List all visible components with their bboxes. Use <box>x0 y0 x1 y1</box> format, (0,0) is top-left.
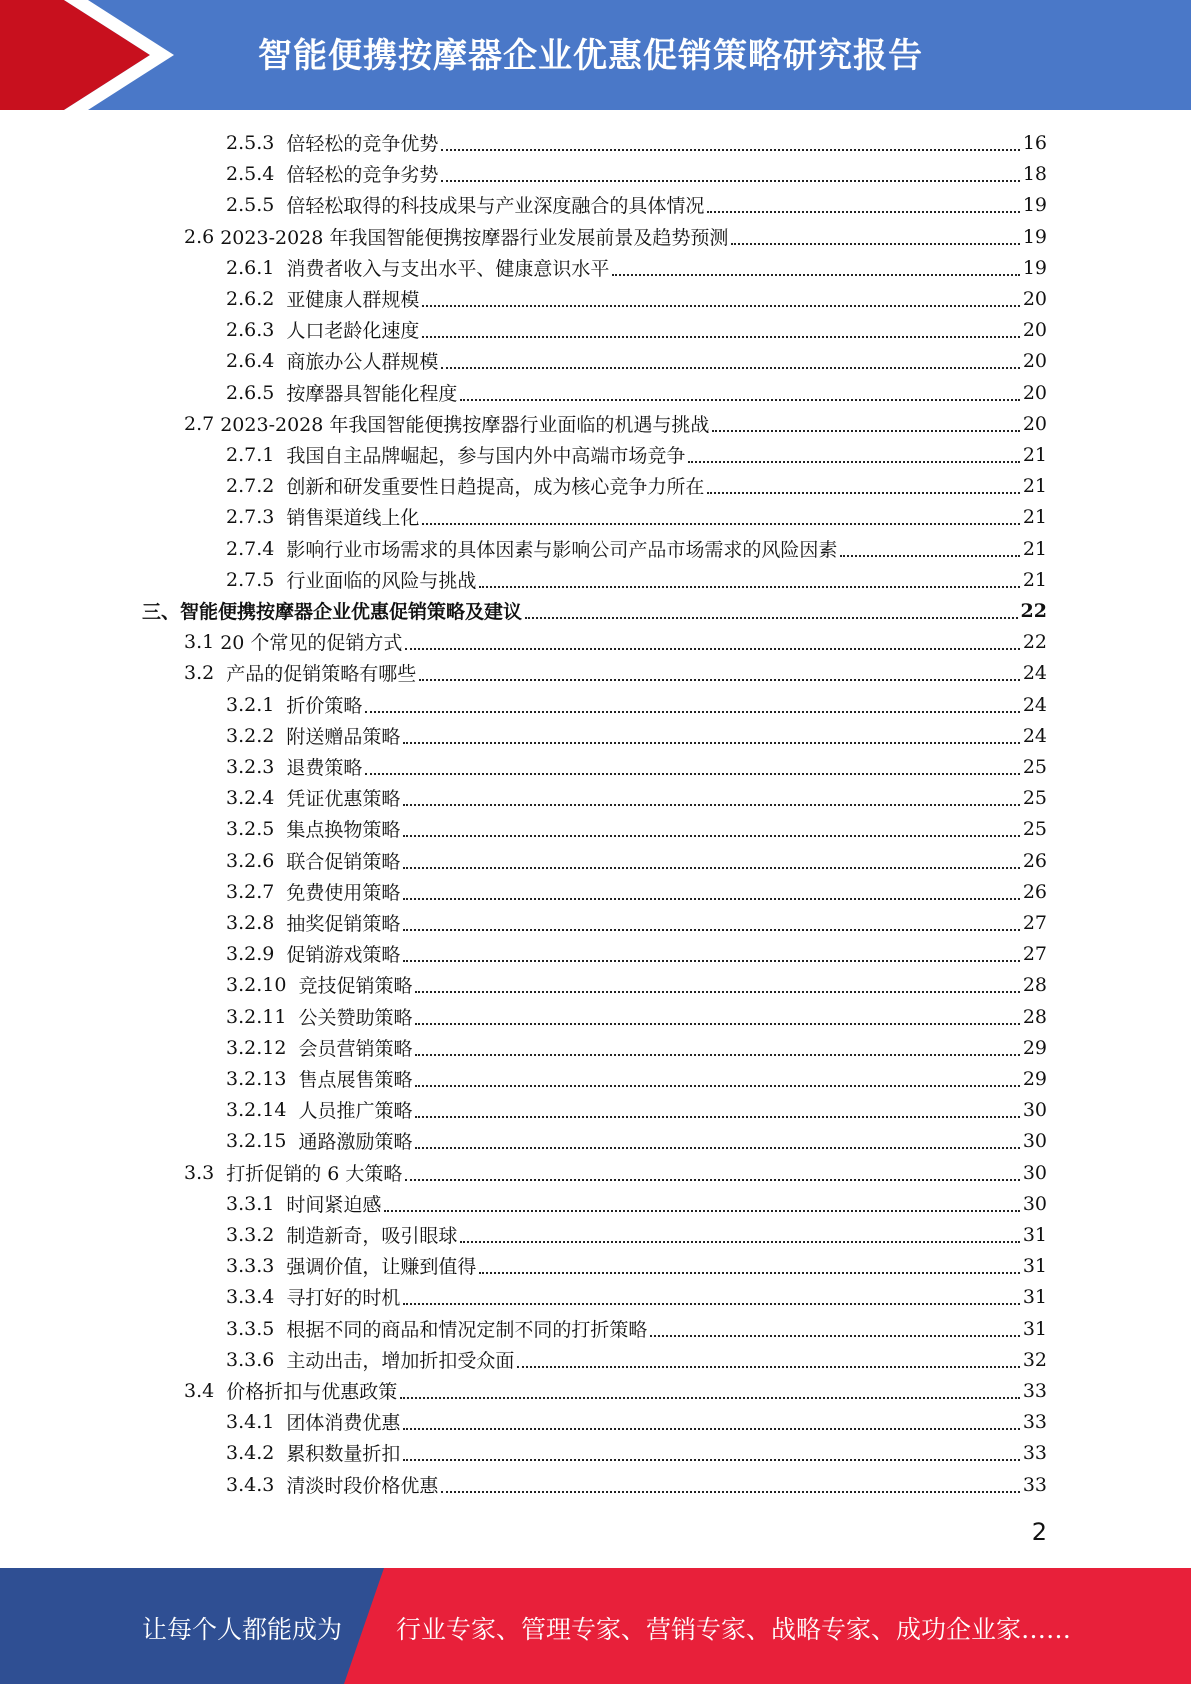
toc-entry-title: 促销游戏策略 <box>286 944 401 966</box>
toc-leader-dots <box>403 1428 1019 1430</box>
toc-entry-title: 退费策略 <box>286 757 363 779</box>
toc-entry[interactable] <box>226 907 1047 938</box>
toc-entry-title: 倍轻松取得的科技成果与产业深度融合的具体情况 <box>286 195 705 217</box>
toc-entry-number: 2.5.4 <box>226 162 275 185</box>
toc-entry-page: 30 <box>1022 1098 1047 1121</box>
toc-entry-number: 3.3.5 <box>226 1317 275 1340</box>
toc-entry[interactable] <box>226 564 1047 595</box>
toc-entry-title: 附送赠品策略 <box>286 726 401 748</box>
toc-entry-page: 16 <box>1022 131 1047 154</box>
toc-leader-dots <box>525 617 1018 619</box>
toc-entry-page: 20 <box>1022 349 1047 372</box>
toc-entry[interactable] <box>226 813 1047 844</box>
toc-entry[interactable] <box>226 876 1047 907</box>
toc-leader-dots <box>688 461 1019 463</box>
toc-entry-title: 人员推广策略 <box>298 1100 413 1122</box>
toc-leader-dots <box>415 1147 1019 1149</box>
toc-entry-number: 3.4.1 <box>226 1410 275 1433</box>
toc-entry[interactable] <box>226 1469 1047 1500</box>
toc-leader-dots <box>365 773 1019 775</box>
toc-entry-number: 2.7.1 <box>226 443 275 466</box>
toc-entry[interactable] <box>226 377 1047 408</box>
toc-entry-title: 通路激励策略 <box>298 1131 413 1153</box>
toc-entry-page: 22 <box>1022 630 1047 653</box>
toc-entry-number: 2.6 <box>184 225 215 248</box>
toc-entry-page: 24 <box>1022 724 1047 747</box>
toc-entry-title: 集点换物策略 <box>286 819 401 841</box>
toc-leader-dots <box>441 367 1019 369</box>
toc-entry-title: 会员营销策略 <box>298 1038 413 1060</box>
toc-entry-title: 免费使用策略 <box>286 882 401 904</box>
toc-entry-number: 3.3.6 <box>226 1348 275 1371</box>
toc-entry-page: 21 <box>1022 568 1047 591</box>
toc-entry[interactable] <box>226 533 1047 564</box>
toc-entry-number: 3.2.13 <box>226 1067 287 1090</box>
toc-entry[interactable] <box>226 252 1047 283</box>
toc-entry[interactable] <box>226 314 1047 345</box>
toc-entry-page: 26 <box>1022 849 1047 872</box>
toc-entry-page: 25 <box>1022 817 1047 840</box>
toc-entry-page: 25 <box>1022 755 1047 778</box>
toc-entry-number: 2.6.4 <box>226 349 275 372</box>
toc-entry-title: 按摩器具智能化程度 <box>286 383 458 405</box>
toc-entry-page: 24 <box>1022 661 1047 684</box>
toc-leader-dots <box>441 180 1019 182</box>
toc-entry[interactable] <box>226 1219 1047 1250</box>
toc-entry-page: 27 <box>1022 911 1047 934</box>
toc-entry-page: 19 <box>1022 193 1047 216</box>
toc-entry-page: 30 <box>1022 1192 1047 1215</box>
toc-entry-page: 33 <box>1022 1473 1047 1496</box>
toc-entry-number: 3.2.1 <box>226 693 275 716</box>
toc-entry-page: 19 <box>1022 256 1047 279</box>
toc-entry[interactable] <box>226 158 1047 189</box>
toc-entry[interactable] <box>226 1032 1047 1063</box>
toc-entry-page: 20 <box>1022 318 1047 341</box>
toc-leader-dots <box>415 1054 1019 1056</box>
toc-leader-dots <box>405 648 1019 650</box>
toc-entry-number: 2.6.3 <box>226 318 275 341</box>
toc-entry[interactable] <box>226 1313 1047 1344</box>
toc-entry-number: 2.7.3 <box>226 505 275 528</box>
toc-entry-number: 3.3.4 <box>226 1285 275 1308</box>
toc-entry-number: 2.7 <box>184 412 215 435</box>
toc-entry[interactable] <box>226 189 1047 220</box>
toc-leader-dots <box>517 1366 1019 1368</box>
toc-leader-dots <box>403 960 1019 962</box>
toc-entry-title: 产品的促销策略有哪些 <box>226 663 417 685</box>
toc-entry-title: 影响行业市场需求的具体因素与影响公司产品市场需求的风险因素 <box>286 539 838 561</box>
toc-entry-title: 我国自主品牌崛起，参与国内外中高端市场竞争 <box>286 445 686 467</box>
toc-entry[interactable] <box>184 1157 1047 1188</box>
toc-entry[interactable] <box>226 470 1047 501</box>
toc-entry-page: 33 <box>1022 1379 1047 1402</box>
toc-leader-dots <box>460 1241 1019 1243</box>
toc-leader-dots <box>403 929 1019 931</box>
toc-entry-page: 19 <box>1022 225 1047 248</box>
toc-entry-page: 33 <box>1022 1441 1047 1464</box>
toc-entry[interactable] <box>184 657 1047 688</box>
toc-entry[interactable] <box>226 751 1047 782</box>
toc-entry[interactable] <box>226 345 1047 376</box>
toc-entry-title: 根据不同的商品和情况定制不同的打折策略 <box>286 1319 648 1341</box>
toc-entry-title: 寻打好的时机 <box>286 1287 401 1309</box>
toc-entry-title: 倍轻松的竞争优势 <box>286 133 439 155</box>
page-header <box>0 0 1191 110</box>
toc-entry[interactable] <box>226 1125 1047 1156</box>
toc-entry[interactable] <box>226 501 1047 532</box>
toc-entry-number: 3.2.5 <box>226 817 275 840</box>
page-footer <box>0 1568 1191 1684</box>
toc-entry-title: 20 个常见的促销方式 <box>220 632 403 654</box>
toc-entry-page: 21 <box>1022 537 1047 560</box>
toc-leader-dots <box>403 835 1019 837</box>
toc-entry-title: 2023-2028 年我国智能便携按摩器行业面临的机遇与挑战 <box>220 414 710 436</box>
toc-entry-number: 2.7.4 <box>226 537 275 560</box>
toc-entry[interactable] <box>226 938 1047 969</box>
toc-entry-number: 3.3.3 <box>226 1254 275 1277</box>
toc-entry-number: 3.3 <box>184 1161 215 1184</box>
toc-entry-number: 2.6.5 <box>226 381 275 404</box>
toc-leader-dots <box>403 1459 1019 1461</box>
toc-entry-number: 3.2.11 <box>226 1005 287 1028</box>
toc-entry[interactable] <box>184 221 1047 252</box>
toc-entry-title: 价格折扣与优惠政策 <box>226 1381 398 1403</box>
toc-entry-page: 28 <box>1022 1005 1047 1028</box>
toc-entry-number: 2.6.2 <box>226 287 275 310</box>
toc-leader-dots <box>403 742 1019 744</box>
toc-entry[interactable] <box>226 1063 1047 1094</box>
page-number: 2 <box>1031 1518 1047 1546</box>
toc-entry[interactable] <box>226 283 1047 314</box>
toc-leader-dots <box>441 149 1019 151</box>
toc-entry[interactable] <box>184 626 1047 657</box>
toc-entry-title: 智能便携按摩器企业优惠促销策略及建议 <box>180 601 523 623</box>
toc-entry-number: 3.4.2 <box>226 1441 275 1464</box>
toc-entry-page: 18 <box>1022 162 1047 185</box>
toc-entry[interactable] <box>226 969 1047 1000</box>
toc-entry-number: 3.2.15 <box>226 1129 287 1152</box>
toc-entry-page: 31 <box>1022 1254 1047 1277</box>
toc-entry[interactable] <box>226 127 1047 158</box>
toc-entry-number: 2.5.5 <box>226 193 275 216</box>
toc-leader-dots <box>415 1023 1019 1025</box>
toc-entry-page: 20 <box>1022 412 1047 435</box>
toc-leader-dots <box>415 1116 1019 1118</box>
toc-entry-title: 商旅办公人群规模 <box>286 351 439 373</box>
toc-entry-title: 亚健康人群规模 <box>286 289 420 311</box>
toc-entry[interactable] <box>226 1094 1047 1125</box>
toc-entry-page: 32 <box>1022 1348 1047 1371</box>
toc-leader-dots <box>422 523 1019 525</box>
toc-entry-number: 3.3.2 <box>226 1223 275 1246</box>
toc-entry-title: 时间紧迫感 <box>286 1194 382 1216</box>
toc-entry-page: 21 <box>1022 474 1047 497</box>
toc-leader-dots <box>460 399 1019 401</box>
toc-entry-number: 3.4.3 <box>226 1473 275 1496</box>
toc-entry[interactable] <box>226 1281 1047 1312</box>
toc-entry-page: 22 <box>1020 599 1047 622</box>
toc-entry-page: 29 <box>1022 1067 1047 1090</box>
toc-leader-dots <box>731 243 1019 245</box>
toc-entry-title: 创新和研发重要性日趋提高，成为核心竞争力所在 <box>286 476 705 498</box>
toc-entry-title: 竞技促销策略 <box>298 975 413 997</box>
toc-entry-title: 公关赞助策略 <box>298 1007 413 1029</box>
toc-entry[interactable] <box>226 1344 1047 1375</box>
toc-entry[interactable] <box>142 595 1047 626</box>
toc-entry-page: 33 <box>1022 1410 1047 1433</box>
toc-leader-dots <box>479 586 1019 588</box>
toc-entry-page: 25 <box>1022 786 1047 809</box>
toc-leader-dots <box>403 898 1019 900</box>
toc-entry-number: 3.2.9 <box>226 942 275 965</box>
toc-leader-dots <box>479 1272 1019 1274</box>
footer-expert-list: 行业专家、管理专家、营销专家、战略专家、成功企业家…… <box>396 1615 1072 1644</box>
toc-entry-number: 3.2 <box>184 661 215 684</box>
toc-entry-number: 3.3.1 <box>226 1192 275 1215</box>
toc-leader-dots <box>840 555 1019 557</box>
toc-entry[interactable] <box>226 720 1047 751</box>
toc-entry-page: 26 <box>1022 880 1047 903</box>
toc-leader-dots <box>707 211 1019 213</box>
toc-entry-number: 3.2.12 <box>226 1036 287 1059</box>
toc-entry[interactable] <box>184 408 1047 439</box>
toc-entry-number: 三、 <box>142 601 181 623</box>
toc-leader-dots <box>707 492 1019 494</box>
toc-entry-title: 抽奖促销策略 <box>286 913 401 935</box>
toc-entry-number: 2.7.2 <box>226 474 275 497</box>
toc-leader-dots <box>403 1303 1019 1305</box>
toc-entry-number: 2.6.1 <box>226 256 275 279</box>
toc-entry[interactable] <box>226 1406 1047 1437</box>
toc-entry[interactable] <box>226 1188 1047 1219</box>
toc-entry-number: 3.2.10 <box>226 973 287 996</box>
toc-leader-dots <box>403 867 1019 869</box>
toc-leader-dots <box>365 711 1019 713</box>
footer-slogan: 让每个人都能成为 <box>142 1615 343 1644</box>
toc-leader-dots <box>419 679 1020 681</box>
toc-leader-dots <box>612 274 1019 276</box>
toc-leader-dots <box>422 305 1019 307</box>
toc-entry[interactable] <box>184 1375 1047 1406</box>
toc-entry-title: 2023-2028 年我国智能便携按摩器行业发展前景及趋势预测 <box>220 227 729 249</box>
toc-entry[interactable] <box>226 1250 1047 1281</box>
toc-entry-title: 联合促销策略 <box>286 851 401 873</box>
toc-entry-title: 销售渠道线上化 <box>286 507 420 529</box>
toc-leader-dots <box>422 336 1019 338</box>
toc-entry-title: 主动出击，增加折扣受众面 <box>286 1350 515 1372</box>
toc-leader-dots <box>650 1335 1019 1337</box>
toc-entry[interactable] <box>226 689 1047 720</box>
toc-entry-title: 行业面临的风险与挑战 <box>286 570 477 592</box>
toc-entry-title: 倍轻松的竞争劣势 <box>286 164 439 186</box>
report-title: 智能便携按摩器企业优惠促销策略研究报告 <box>258 36 923 76</box>
toc-entry-number: 3.2.2 <box>226 724 275 747</box>
toc-leader-dots <box>384 1210 1019 1212</box>
toc-entry-number: 3.2.14 <box>226 1098 287 1121</box>
toc-entry-number: 3.2.4 <box>226 786 275 809</box>
toc-entry-number: 3.4 <box>184 1379 215 1402</box>
toc-entry-page: 24 <box>1022 693 1047 716</box>
toc-entry-number: 2.7.5 <box>226 568 275 591</box>
toc-entry-number: 3.2.6 <box>226 849 275 872</box>
toc-entry-page: 28 <box>1022 973 1047 996</box>
toc-leader-dots <box>712 430 1019 432</box>
toc-entry-number: 3.1 <box>184 630 215 653</box>
toc-leader-dots <box>415 1085 1019 1087</box>
toc-entry-number: 3.2.8 <box>226 911 275 934</box>
toc-entry-title: 凭证优惠策略 <box>286 788 401 810</box>
toc-entry-page: 30 <box>1022 1161 1047 1184</box>
toc-entry[interactable] <box>226 1001 1047 1032</box>
toc-entry-title: 清淡时段价格优惠 <box>286 1475 439 1497</box>
toc-entry-page: 21 <box>1022 505 1047 528</box>
toc-entry-page: 20 <box>1022 381 1047 404</box>
toc-entry-number: 3.2.3 <box>226 755 275 778</box>
toc-leader-dots <box>415 991 1019 993</box>
toc-entry-page: 31 <box>1022 1317 1047 1340</box>
toc-entry-number: 3.2.7 <box>226 880 275 903</box>
toc-entry[interactable] <box>226 782 1047 813</box>
toc-entry-page: 27 <box>1022 942 1047 965</box>
toc-entry-title: 累积数量折扣 <box>286 1443 401 1465</box>
toc-entry-page: 20 <box>1022 287 1047 310</box>
toc-entry-page: 30 <box>1022 1129 1047 1152</box>
toc-leader-dots <box>400 1397 1020 1399</box>
toc-entry-title: 人口老龄化速度 <box>286 320 420 342</box>
toc-leader-dots <box>441 1491 1019 1493</box>
toc-entry-page: 31 <box>1022 1223 1047 1246</box>
toc-entry[interactable] <box>226 1437 1047 1468</box>
toc-entry-page: 31 <box>1022 1285 1047 1308</box>
toc-leader-dots <box>403 804 1019 806</box>
toc-entry-page: 29 <box>1022 1036 1047 1059</box>
toc-entry-page: 21 <box>1022 443 1047 466</box>
toc-entry-title: 售点展售策略 <box>298 1069 413 1091</box>
toc-entry-title: 团体消费优惠 <box>286 1412 401 1434</box>
toc-leader-dots <box>405 1179 1019 1181</box>
toc-entry[interactable] <box>226 439 1047 470</box>
toc-entry-title: 制造新奇，吸引眼球 <box>286 1225 458 1247</box>
toc-entry-number: 2.5.3 <box>226 131 275 154</box>
toc-entry-title: 消费者收入与支出水平、健康意识水平 <box>286 258 610 280</box>
toc-entry[interactable] <box>226 845 1047 876</box>
toc-entry-title: 打折促销的 6 大策略 <box>226 1163 403 1185</box>
toc-entry-title: 折价策略 <box>286 695 363 717</box>
toc-entry-title: 强调价值，让赚到值得 <box>286 1256 477 1278</box>
